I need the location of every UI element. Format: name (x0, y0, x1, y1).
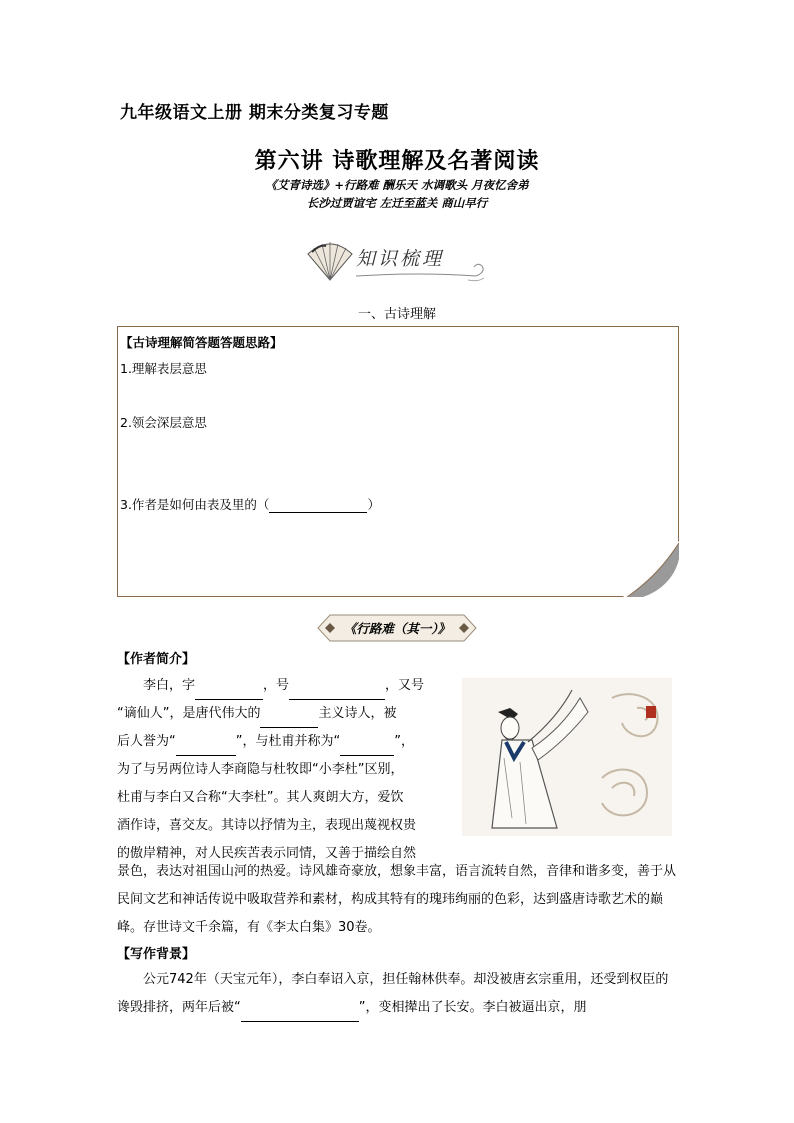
section-heading: 一、古诗理解 (357, 307, 436, 322)
lecture-title: 第六讲 诗歌理解及名著阅读 (254, 148, 540, 174)
author-intro-paragraph: 李白，字 ，号 ，又号 “谪仙人”，是唐代伟大的 主义诗人，被 后人誉为“ ”，与杜甫并称为“ ”， 为了与另两位诗人李商隐与杜牧即“小李杜”区别， 杜甫与李白又合称“大李杜”。其人爽朗大方，爱饮 酒作诗，喜交友。其诗以抒情为主，表现出蔑视权贵 的傲岸精神，对人民疾苦表示同情，又善于描绘自然 (117, 678, 425, 861)
series-title: 九年级语文上册 期末分类复习专题 (120, 103, 389, 123)
folding-fan-icon (308, 242, 352, 280)
step-2: 2.领会深层意思 (120, 415, 207, 430)
step-3-suffix: ） (367, 497, 380, 512)
poem-title: 《行路难（其一）》 (343, 621, 451, 636)
step-3-prefix: 3.作者是如何由表及里的（ (120, 497, 270, 512)
writing-background-paragraph: 公元742年（天宝元年），李白奉诏入京，担任翰林供奉。却没被唐玄宗重用，还受到权臣的谗毁排挤，两年后被“ ”，变相撵出了长安。李白被逼出京，朋 (117, 966, 677, 1022)
step-3 (120, 495, 380, 513)
page-curl-decoration (623, 541, 679, 597)
li-bai-portrait (462, 678, 672, 836)
answer-method-box (117, 326, 679, 597)
box-header: 【古诗理解简答题答题思路】 (120, 335, 283, 350)
subtitle-line-2: 长沙过贾谊宅 左迁至蓝关 商山早行 (306, 196, 488, 210)
writing-background-label: 【写作背景】 (117, 947, 196, 962)
step-1: 1.理解表层意思 (120, 361, 207, 376)
author-intro-label: 【作者简介】 (117, 652, 196, 667)
knowledge-banner-text: 知识梳理 (356, 248, 445, 270)
fill-blank[interactable] (241, 1021, 359, 1022)
fill-blank[interactable] (269, 512, 367, 513)
seal-stamp-icon (646, 706, 656, 718)
author-intro-paragraph-cont: 景色，表达对祖国山河的热爱。诗风雄奇豪放，想象丰富，语言流转自然，音律和谐多变，善于从民间文艺和神话传说中吸取营养和素材，构成其特有的瑰玮绚丽的色彩，达到盛唐诗歌艺术的巅峰。存世诗文千余篇，有《李太白集》30卷。 (117, 864, 677, 935)
cloud-swirl-icon (474, 264, 483, 276)
subtitle-line-1: 《艾青诗选》+行路难 酬乐天 水调歌头 月夜忆舍弟 (265, 178, 529, 192)
